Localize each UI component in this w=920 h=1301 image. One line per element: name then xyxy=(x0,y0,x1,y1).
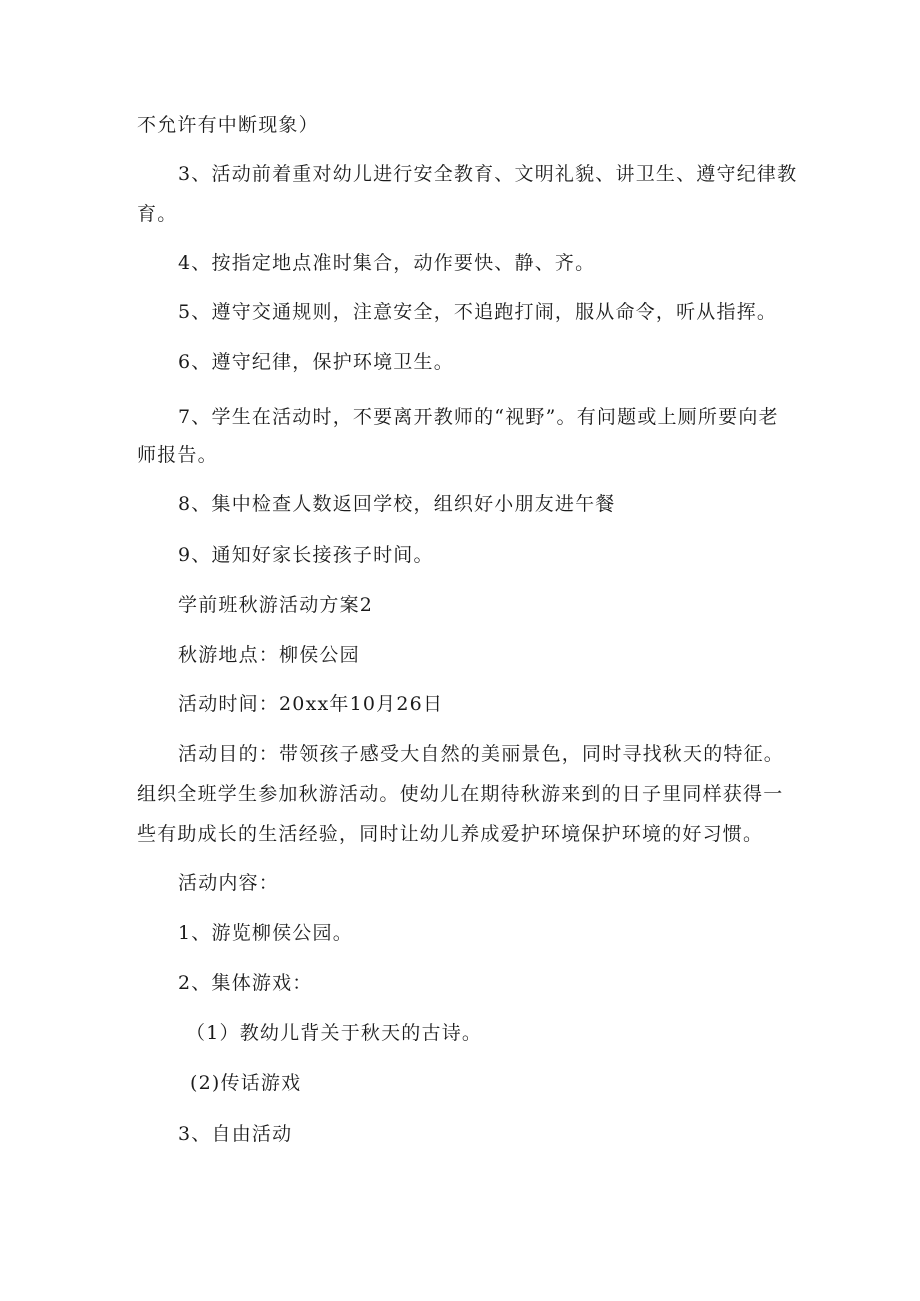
text-line: 活动时间：20xx年10月26日 xyxy=(178,693,444,715)
list-item: 3、自由活动 xyxy=(178,1123,293,1145)
text-line: 不允许有中断现象） xyxy=(137,114,319,136)
text-line: 育。 xyxy=(137,203,178,225)
text-line: 秋游地点：柳侯公园 xyxy=(178,644,360,666)
text-line: 活动目的：带领孩子感受大自然的美丽景色，同时寻找秋天的特征。 xyxy=(178,743,785,765)
list-item: （1）教幼儿背关于秋天的古诗。 xyxy=(186,1022,483,1044)
text-line: 5、遵守交通规则，注意安全，不追跑打闹，服从命令，听从指挥。 xyxy=(178,301,778,323)
section-heading: 学前班秋游活动方案2 xyxy=(178,594,374,616)
text-line: 组织全班学生参加秋游活动。使幼儿在期待秋游来到的日子里同样获得一 xyxy=(137,783,784,805)
text-line: 7、学生在活动时，不要离开教师的“视野”。有问题或上厕所要向老 xyxy=(178,406,779,428)
list-item: (2)传话游戏 xyxy=(190,1072,302,1094)
text-line: 6、遵守纪律，保护环境卫生。 xyxy=(178,351,454,373)
list-item: 2、集体游戏： xyxy=(178,972,313,994)
text-line: 些有助成长的生活经验，同时让幼儿养成爱护环境保护环境的好习惯。 xyxy=(137,823,764,845)
text-line: 4、按指定地点准时集合，动作要快、静、齐。 xyxy=(178,252,596,274)
list-item: 1、游览柳侯公园。 xyxy=(178,922,353,944)
text-line: 8、集中检查人数返回学校，组织好小朋友进午餐 xyxy=(178,493,616,515)
text-line: 活动内容： xyxy=(178,872,280,894)
text-line: 师报告。 xyxy=(137,444,218,466)
text-line: 9、通知好家长接孩子时间。 xyxy=(178,544,434,566)
text-line: 3、活动前着重对幼儿进行安全教育、文明礼貌、讲卫生、遵守纪律教 xyxy=(178,163,798,185)
